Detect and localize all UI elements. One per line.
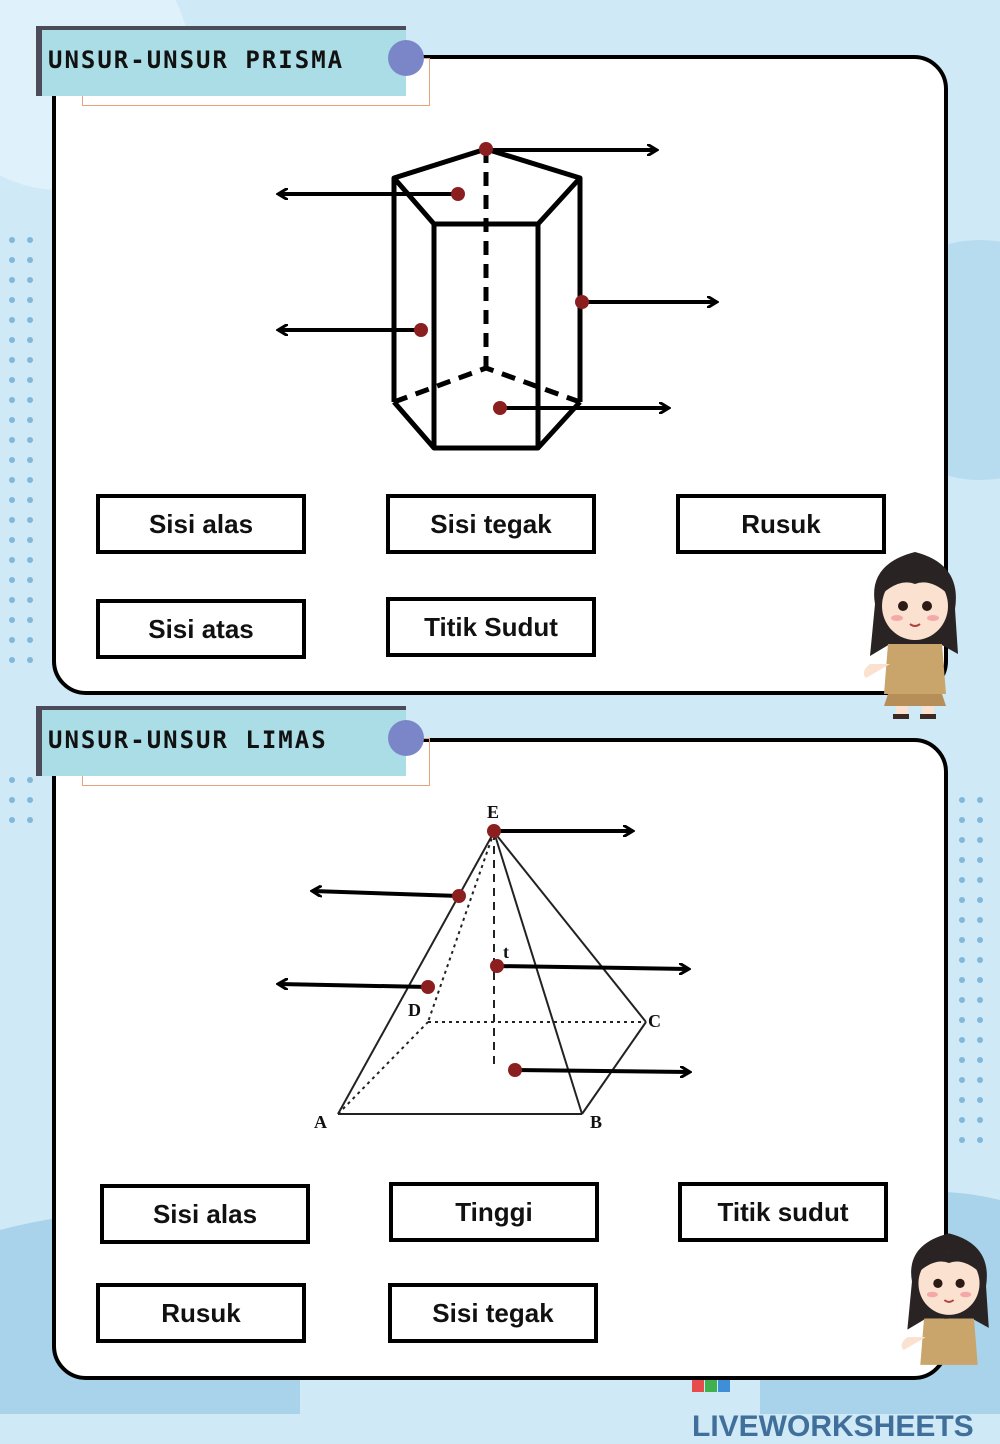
pyramid-hidden-edge [338, 1022, 428, 1114]
arrow-left [313, 891, 459, 896]
marker-dot [508, 1063, 522, 1077]
vertex-label-d: D [408, 1000, 421, 1020]
pyramid-hidden-edge [428, 832, 494, 1022]
vertex-label-t: t [503, 942, 509, 962]
teacher-character-icon [898, 1226, 1000, 1388]
arrow-right [497, 966, 688, 969]
arrow-left [279, 984, 428, 987]
limas-label-rusuk[interactable] [96, 1283, 306, 1343]
arrow-right [515, 1070, 689, 1072]
label-text: Sisi alas [152, 1198, 258, 1229]
label-text: Rusuk [741, 508, 821, 539]
vertex-label-c: C [648, 1011, 661, 1031]
prisma-title: UNSUR-UNSUR PRISMA [48, 46, 345, 74]
marker-dot [487, 824, 501, 838]
label-text: Sisi alas [148, 508, 254, 539]
label-text: Rusuk [161, 1297, 241, 1328]
limas-label-sisi-tegak[interactable] [388, 1283, 598, 1343]
marker-dot [452, 889, 466, 903]
logo-square-icon [692, 1380, 704, 1392]
label-text: Sisi tegak [432, 1297, 554, 1328]
label-text: Titik sudut [717, 1196, 849, 1227]
limas-title: UNSUR-UNSUR LIMAS [48, 726, 328, 754]
marker-dot [421, 980, 435, 994]
vertex-label-e: E [487, 802, 500, 822]
label-text: Sisi tegak [430, 508, 552, 539]
pyramid-edge [582, 1022, 646, 1114]
label-text: Tinggi [455, 1196, 533, 1227]
liveworksheets-watermark [692, 1376, 1000, 1444]
label-text: Sisi atas [148, 613, 254, 644]
pyramid-edge [338, 832, 494, 1114]
vertex-label-a: A [314, 1112, 327, 1132]
vertex-label-b: B [590, 1112, 603, 1132]
limas-label-tinggi[interactable] [389, 1182, 599, 1242]
pyramid-edge [494, 832, 646, 1022]
logo-square-icon [718, 1380, 730, 1392]
pyramid-arrows [279, 831, 689, 1072]
watermark-text: LIVEWORKSHEETS [692, 1410, 974, 1443]
limas-label-sisi-alas[interactable] [100, 1184, 310, 1244]
marker-dot [490, 959, 504, 973]
label-text: Titik Sudut [424, 611, 558, 642]
limas-label-titik-sudut[interactable] [678, 1182, 888, 1242]
logo-square-icon [705, 1380, 717, 1392]
